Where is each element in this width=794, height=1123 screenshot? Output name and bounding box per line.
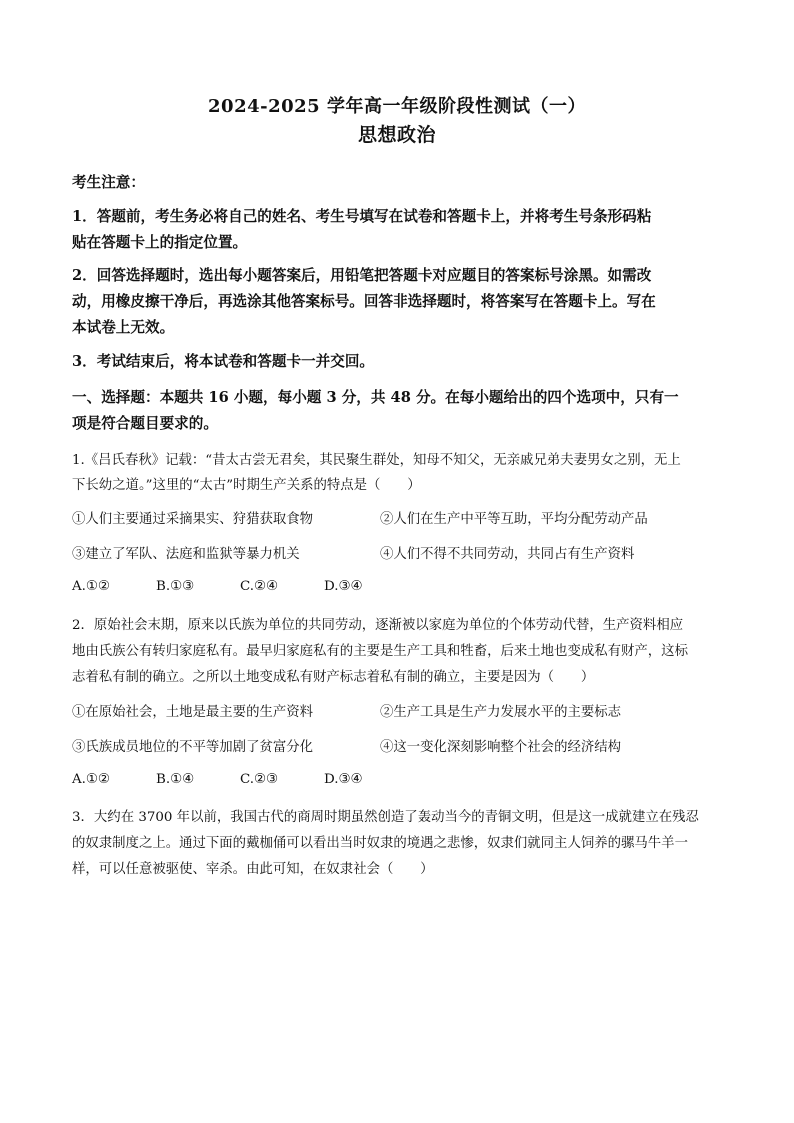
q2-choice-c: C.②③ <box>240 772 279 787</box>
notice-item-2-line-3: 本试卷上无效。 <box>72 319 175 336</box>
q1-option-1: ①人们主要通过采摘果实、狩猎获取食物 <box>72 512 314 527</box>
exam-title: 2024-2025 学年高一年级阶段性测试（一） <box>208 96 586 117</box>
q1-choice-a: A.①② <box>72 579 110 594</box>
q3-stem-line-2: 的奴隶制度之上。通过下面的戴枷俑可以看出当时奴隶的境遇之悲惨，奴隶们就同主人饲养的骡马牛羊一 <box>72 836 688 851</box>
q2-stem-line-1: 2．原始社会末期，原来以氏族为单位的共同劳动，逐渐被以家庭为单位的个体劳动代替，生产资料相应 <box>72 618 684 633</box>
q1-stem-line-2: 下长幼之道。”这里的“太古”时期生产关系的特点是（ ） <box>72 478 421 493</box>
q1-option-3: ③建立了军队、法庭和监狱等暴力机关 <box>72 547 300 562</box>
notice-item-3: 3．考试结束后，将本试卷和答题卡一并交回。 <box>72 353 375 370</box>
q2-stem-line-3: 志着私有制的确立。之所以土地变成私有财产标志着私有制的确立，主要是因为（ ） <box>72 670 595 685</box>
q2-choice-b: B.①④ <box>156 772 195 787</box>
notice-item-1-line-1: 1．答题前，考生务必将自己的姓名、考生号填写在试卷和答题卡上，并将考生号条形码粘 <box>72 208 652 225</box>
q1-option-4: ④人们不得不共同劳动，共同占有生产资料 <box>380 547 635 562</box>
q2-choice-a: A.①② <box>72 772 110 787</box>
subject-title: 思想政治 <box>357 124 436 146</box>
q1-choice-b: B.①③ <box>156 579 195 594</box>
q2-option-3: ③氏族成员地位的不平等加剧了贫富分化 <box>72 740 314 755</box>
q2-option-4: ④这一变化深刻影响整个社会的经济结构 <box>380 740 622 755</box>
q1-choices <box>72 579 408 594</box>
q2-choices <box>72 772 408 787</box>
q1-choice-c: C.②④ <box>240 579 279 594</box>
q2-choice-d: D.③④ <box>324 772 363 787</box>
q3-stem-line-1: 3．大约在 3700 年以前，我国古代的商周时期虽然创造了轰动当今的青铜文明，但是这一成就建立在残忍 <box>72 810 699 825</box>
q2-option-1: ①在原始社会，土地是最主要的生产资料 <box>72 705 314 720</box>
q2-option-2: ②生产工具是生产力发展水平的主要标志 <box>380 705 622 720</box>
q3-stem-line-3: 样，可以任意被驱使、宰杀。由此可知，在奴隶社会（ ） <box>72 862 434 877</box>
q2-stem-line-2: 地由氏族公有转归家庭私有。最早归家庭私有的主要是生产工具和牲畜，后来土地也变成私有财产，这标 <box>72 644 688 659</box>
notice-heading: 考生注意： <box>72 174 145 191</box>
notice-item-1-line-2: 贴在答题卡上的指定位置。 <box>72 234 248 251</box>
q1-option-2: ②人们在生产中平等互助，平均分配劳动产品 <box>380 512 648 527</box>
q1-stem-line-1: 1.《吕氏春秋》记载：“昔太古尝无君矣，其民聚生群处，知母不知父，无亲戚兄弟夫妻男女之别，无上 <box>72 453 681 468</box>
q1-choice-d: D.③④ <box>324 579 363 594</box>
notice-item-2-line-2: 动，用橡皮擦干净后，再选涂其他答案标号。回答非选择题时，将答案写在答题卡上。写在 <box>72 293 656 310</box>
notice-item-2-line-1: 2．回答选择题时，选出每小题答案后，用铅笔把答题卡对应题目的答案标号涂黑。如需改 <box>72 267 652 284</box>
section-heading-line-2: 项是符合题目要求的。 <box>72 415 218 432</box>
section-heading-line-1: 一、选择题：本题共 16 小题，每小题 3 分，共 48 分。在每小题给出的四个选项中，只有一 <box>72 389 679 406</box>
